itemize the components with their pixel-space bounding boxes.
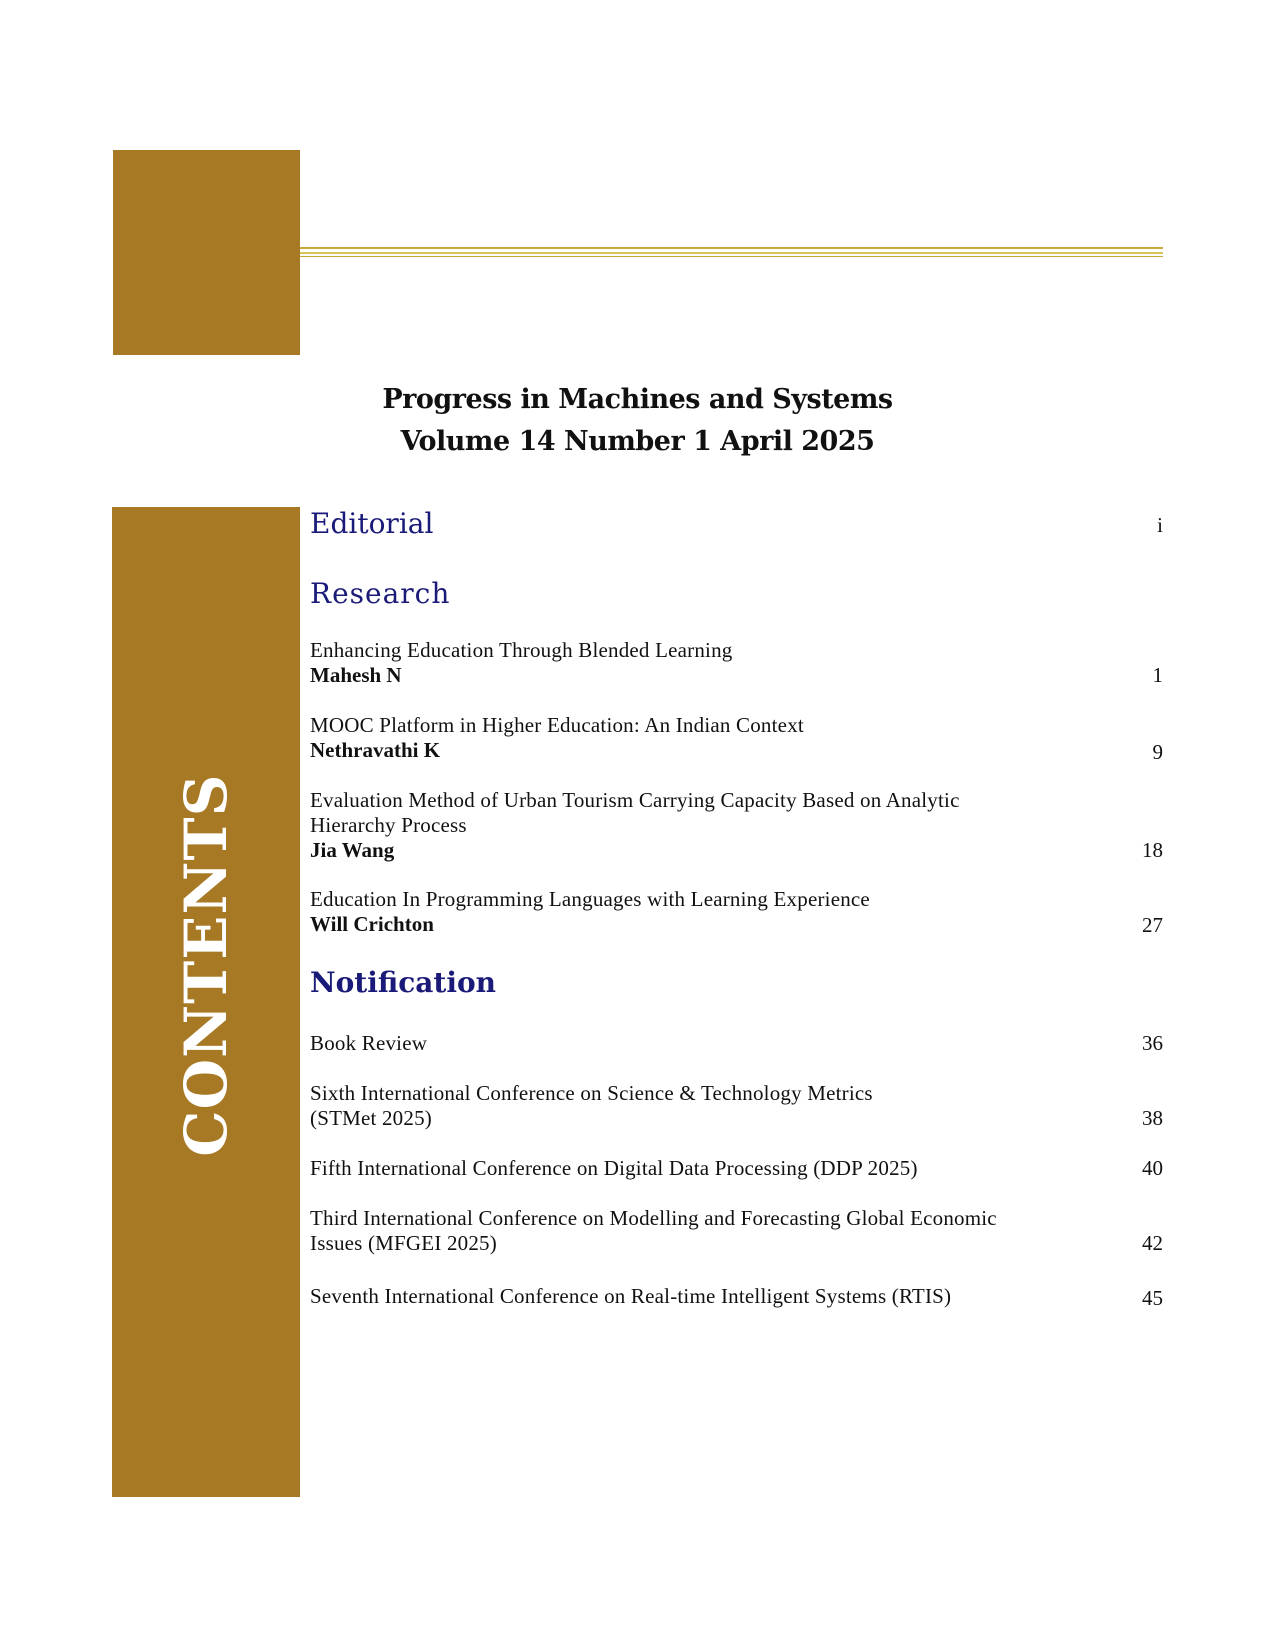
- toc-entry[interactable]: [310, 788, 1163, 865]
- page-number: i: [1157, 513, 1163, 537]
- section-heading-research: [310, 577, 1163, 610]
- page-number: 27: [1142, 913, 1163, 937]
- header-rule: [300, 256, 1163, 257]
- toc-entry[interactable]: [310, 1284, 1163, 1312]
- page-number: 18: [1142, 838, 1163, 862]
- entry-title-continued: Issues (MFGEI 2025): [310, 1231, 497, 1255]
- page-number: 45: [1142, 1286, 1163, 1310]
- toc-entry[interactable]: [310, 1031, 1163, 1059]
- section-label: Research: [310, 577, 451, 610]
- entry-author: Mahesh N: [310, 663, 402, 687]
- toc-entry[interactable]: [310, 1156, 1163, 1184]
- entry-author: Nethravathi K: [310, 738, 441, 762]
- toc-editorial[interactable]: [310, 507, 1163, 547]
- page-number: 40: [1142, 1156, 1163, 1180]
- page-number: 9: [1152, 740, 1163, 764]
- entry-author: Jia Wang: [310, 838, 395, 862]
- page-number: 1: [1152, 663, 1163, 687]
- journal-name: Progress in Machines and Systems: [382, 384, 893, 415]
- toc-entry[interactable]: [310, 887, 1163, 939]
- entry-title: Book Review: [310, 1031, 428, 1055]
- section-heading-editorial: Editorial: [310, 507, 434, 540]
- entry-title-continued: (STMet 2025): [310, 1106, 432, 1130]
- contents-label: CONTENTS: [172, 773, 240, 1157]
- entry-title: MOOC Platform in Higher Education: An Indian Context: [310, 713, 804, 737]
- entry-title: Evaluation Method of Urban Tourism Carrying Capacity Based on Analytic: [310, 788, 960, 812]
- entry-title: Third International Conference on Modelling and Forecasting Global Economic: [310, 1206, 997, 1230]
- entry-title: Fifth International Conference on Digital Data Processing (DDP 2025): [310, 1156, 918, 1180]
- entry-title: Education In Programming Languages with Learning Experience: [310, 887, 870, 911]
- page-number: 38: [1142, 1106, 1163, 1130]
- section-label: Notification: [310, 966, 496, 999]
- entry-title-continued: Hierarchy Process: [310, 813, 467, 837]
- entry-author: Will Crichton: [310, 912, 434, 936]
- entry-title: Sixth International Conference on Science & Technology Metrics: [310, 1081, 873, 1105]
- header-rule: [300, 252, 1163, 254]
- header-rule: [300, 247, 1163, 249]
- toc-entry[interactable]: [310, 1206, 1163, 1258]
- entry-title: Enhancing Education Through Blended Learning: [310, 638, 733, 662]
- page-number: 36: [1142, 1031, 1163, 1055]
- journal-title: [300, 379, 975, 463]
- section-heading-notification: [310, 966, 1163, 999]
- entry-title: Seventh International Conference on Real-time Intelligent Systems (RTIS): [310, 1284, 952, 1308]
- decorative-block: [113, 150, 300, 355]
- page-number: 42: [1142, 1231, 1163, 1255]
- toc-entry[interactable]: [310, 1081, 1163, 1133]
- toc-entry[interactable]: [310, 713, 1163, 765]
- journal-issue: Volume 14 Number 1 April 2025: [400, 426, 875, 457]
- toc-entry[interactable]: [310, 638, 1163, 690]
